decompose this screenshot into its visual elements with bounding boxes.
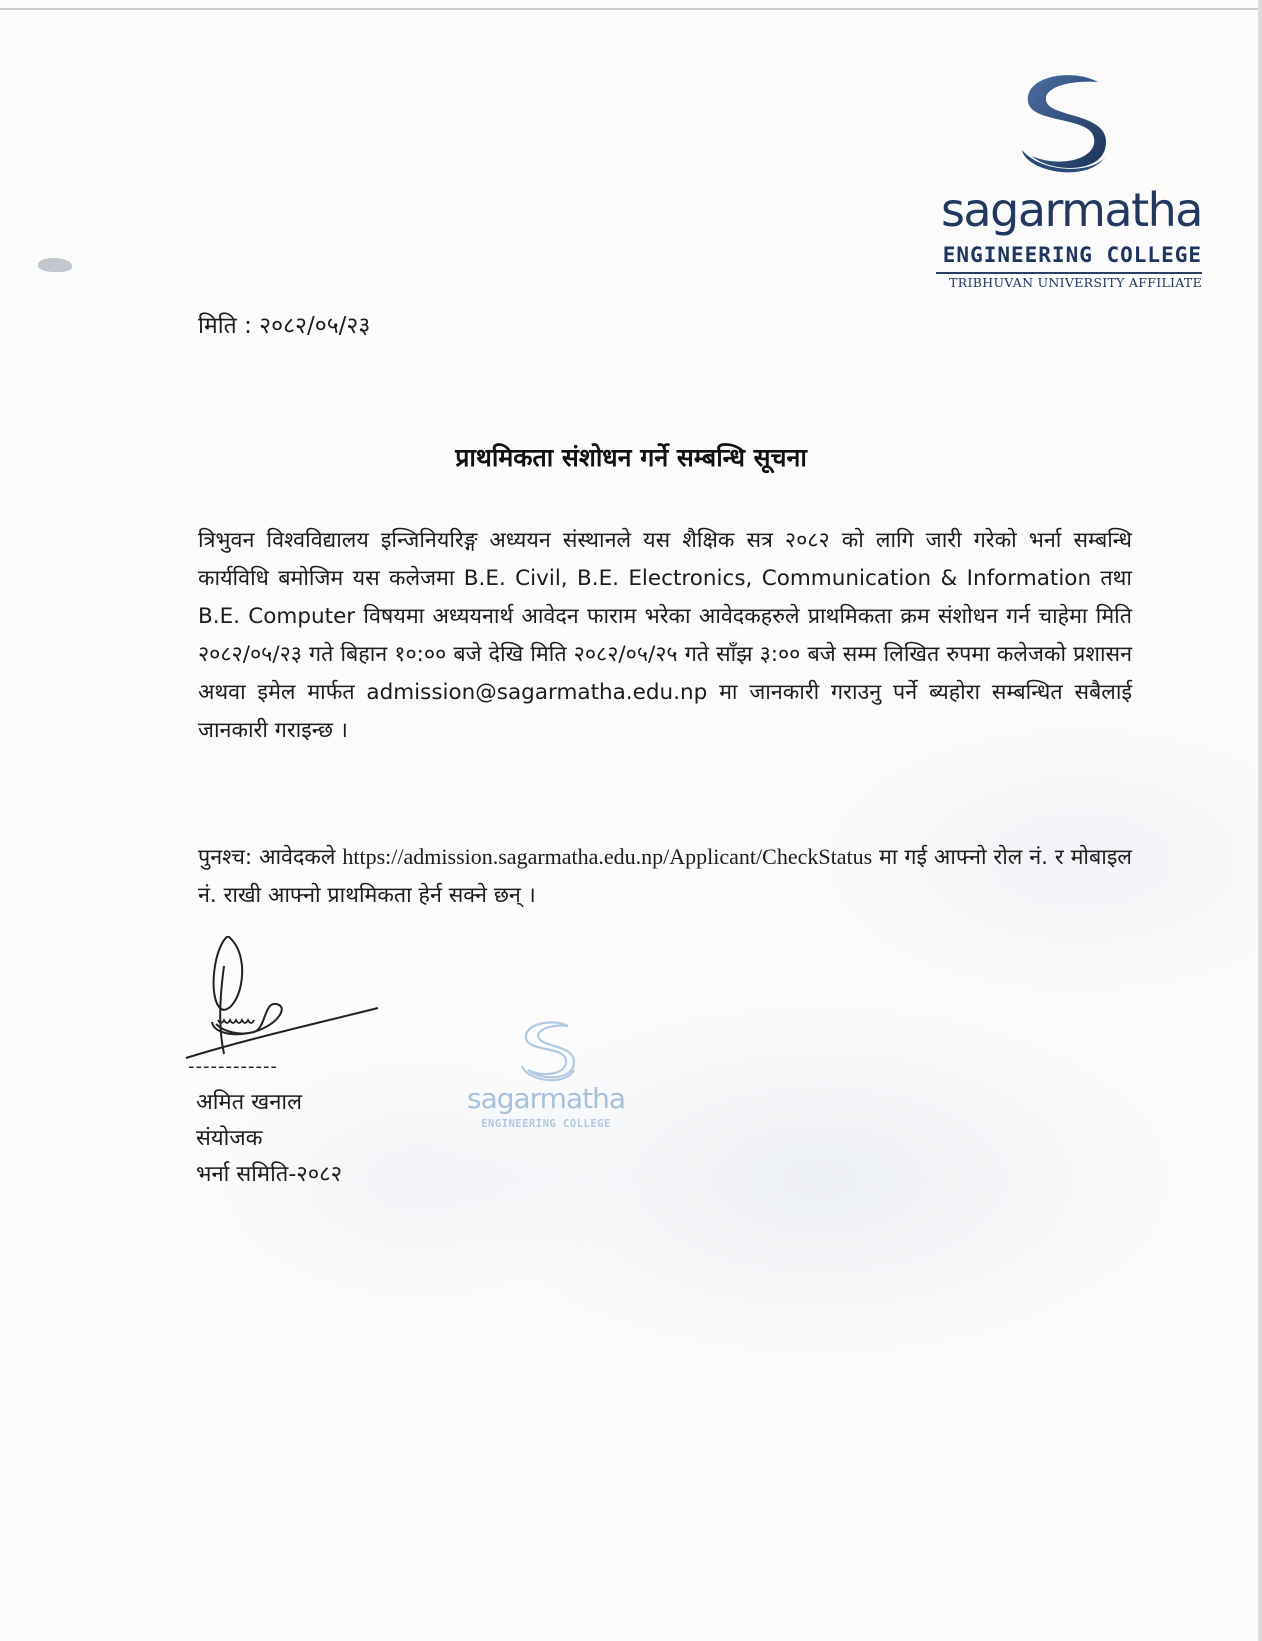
postscript-suffix: मा गई आफ्नो रोल नं. र मोबाइल नं. राखी आफ्नो प्राथमिकता हेर्न सक्ने छन् । (198, 845, 1132, 908)
notice-postscript (198, 838, 1132, 915)
stamp-subtitle: ENGINEERING COLLEGE (481, 1118, 611, 1130)
status-check-link[interactable]: https://admission.sagarmatha.edu.np/Applicant/CheckStatus (342, 844, 873, 869)
handwritten-signature (184, 936, 384, 1076)
notice-date: मिति : २०८२/०५/२३ (198, 313, 371, 339)
college-stamp (466, 1020, 626, 1142)
signature-line: ------------ (188, 1056, 278, 1077)
signatory-role: संयोजक (196, 1126, 263, 1151)
logo-wordmark: sagarmatha (940, 183, 1202, 237)
college-logo (930, 72, 1202, 312)
stamp-swirl-icon (512, 1020, 582, 1086)
scan-edge-right (1258, 0, 1262, 1641)
logo-subtitle: ENGINEERING COLLEGE (942, 243, 1202, 267)
postscript-prefix: पुनश्च: आवेदकले (198, 845, 336, 870)
notice-title: प्राथमिकता संशोधन गर्ने सम्बन्धि सूचना (455, 443, 807, 472)
stamp-wordmark: sagarmatha (466, 1082, 625, 1115)
signatory-name: अमित खनाल (196, 1090, 303, 1115)
scan-edge-top (0, 8, 1262, 10)
swirl-s-logo-icon (1002, 72, 1122, 184)
notice-body: त्रिभुवन विश्वविद्यालय इन्जिनियरिङ्ग अध्ययन संस्थानले यस शैक्षिक सत्र २०८२ को लागि जारी गरेको भर्ना सम्बन्धि कार्यविधि बमोजिम यस कलेजमा B.E. Civil, B.E. Electronics, Communication & Information तथा B.E. Computer विषयमा अध्ययनार्थ आवेदन फाराम भरेका आवेदकहरुले प्राथमिकता क्रम संशोधन गर्न चाहेमा मिति २०८२/०५/२३ गते बिहान १०:०० बजे देखि मिति २०८२/०५/२५ गते साँझ ३:०० बजे सम्म लिखित रुपमा कलेजको प्रशासन अथवा इमेल मार्फत admission@sagarmatha.edu.np मा जानकारी गराउनु पर्ने ब्यहोरा सम्बन्धित सबैलाई जानकारी गराइन्छ । (198, 528, 1132, 743)
signatory-committee: भर्ना समिति-२०८२ (196, 1162, 343, 1187)
logo-affiliation: TRIBHUVAN UNIVERSITY AFFILIATE (949, 275, 1202, 290)
logo-divider (936, 272, 1202, 274)
scan-smudge (38, 258, 72, 272)
